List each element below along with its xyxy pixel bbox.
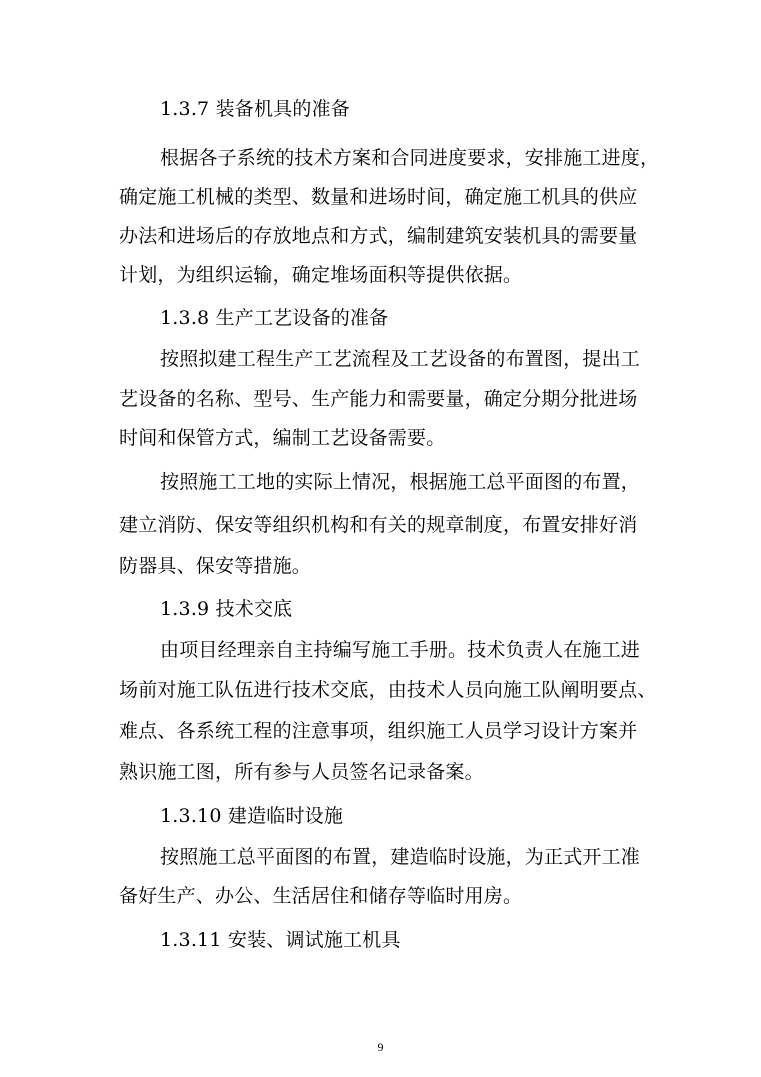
paragraph-line: 艺设备的名称、型号、生产能力和需要量，确定分期分批进场 [119,388,638,410]
section-heading-1-3-7: 1.3.7 装备机具的准备 [160,98,350,120]
paragraph-line: 备好生产、办公、生活居住和储存等临时用房。 [119,885,523,907]
paragraph-line: 计划，为组织运输，确定堆场面积等提供依据。 [119,264,523,286]
paragraph-line: 根据各子系统的技术方案和合同进度要求，安排施工进度， [160,147,660,169]
page-number: 9 [377,1040,384,1054]
paragraph-line: 按照拟建工程生产工艺流程及工艺设备的布置图，提出工 [160,348,641,370]
paragraph-line: 场前对施工队伍进行技术交底，由技术人员向施工队阐明要点、 [119,679,657,701]
section-heading-1-3-10: 1.3.10 建造临时设施 [160,805,344,827]
section-heading-1-3-11: 1.3.11 安装、调试施工机具 [160,929,401,951]
paragraph-line: 难点、各系统工程的注意事项，组织施工人员学习设计方案并 [119,720,638,742]
paragraph-line: 熟识施工图，所有参与人员签名记录备案。 [119,761,484,783]
section-heading-1-3-8: 1.3.8 生产工艺设备的准备 [160,307,389,329]
paragraph-line: 防器具、保安等措施。 [119,555,312,577]
paragraph-line: 建立消防、保安等组织机构和有关的规章制度，布置安排好消 [119,514,638,536]
paragraph-line: 按照施工总平面图的布置，建造临时设施，为正式开工准 [160,846,641,868]
paragraph-line: 按照施工工地的实际上情况，根据施工总平面图的布置， [160,471,641,493]
paragraph-line: 由项目经理亲自主持编写施工手册。技术负责人在施工进 [160,639,641,661]
paragraph-line: 时间和保管方式，编制工艺设备需要。 [119,427,446,449]
paragraph-line: 办法和进场后的存放地点和方式，编制建筑安装机具的需要量 [119,225,638,247]
section-heading-1-3-9: 1.3.9 技术交底 [160,598,293,620]
paragraph-line: 确定施工机械的类型、数量和进场时间，确定施工机具的供应 [119,186,638,208]
